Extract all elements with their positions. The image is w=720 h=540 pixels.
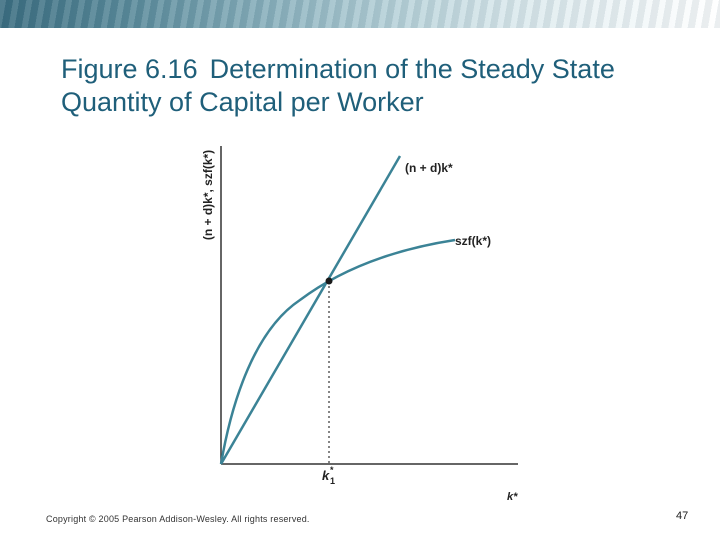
- copyright-notice: Copyright © 2005 Pearson Addison-Wesley. All rights reserved.: [46, 514, 310, 524]
- steady-state-k-superscript: *: [330, 465, 334, 475]
- y-axis-label: (n + d)k*, szf(k*): [201, 149, 215, 241]
- steady-state-point: [326, 278, 333, 285]
- steady-state-k-label: k: [322, 468, 330, 483]
- figure-caption: Determination of the Steady State Quantity of Capital per Worker: [61, 54, 615, 117]
- depreciation-line: [221, 156, 400, 464]
- figure-number: Figure 6.16: [61, 54, 198, 84]
- line-label: (n + d)k*: [405, 161, 453, 175]
- steady-state-k-subscript: 1: [330, 476, 336, 486]
- page-number: 47: [676, 510, 689, 522]
- investment-curve: [221, 240, 455, 464]
- curve-label: szf(k*): [455, 234, 492, 248]
- x-axis-label: k*: [507, 491, 518, 503]
